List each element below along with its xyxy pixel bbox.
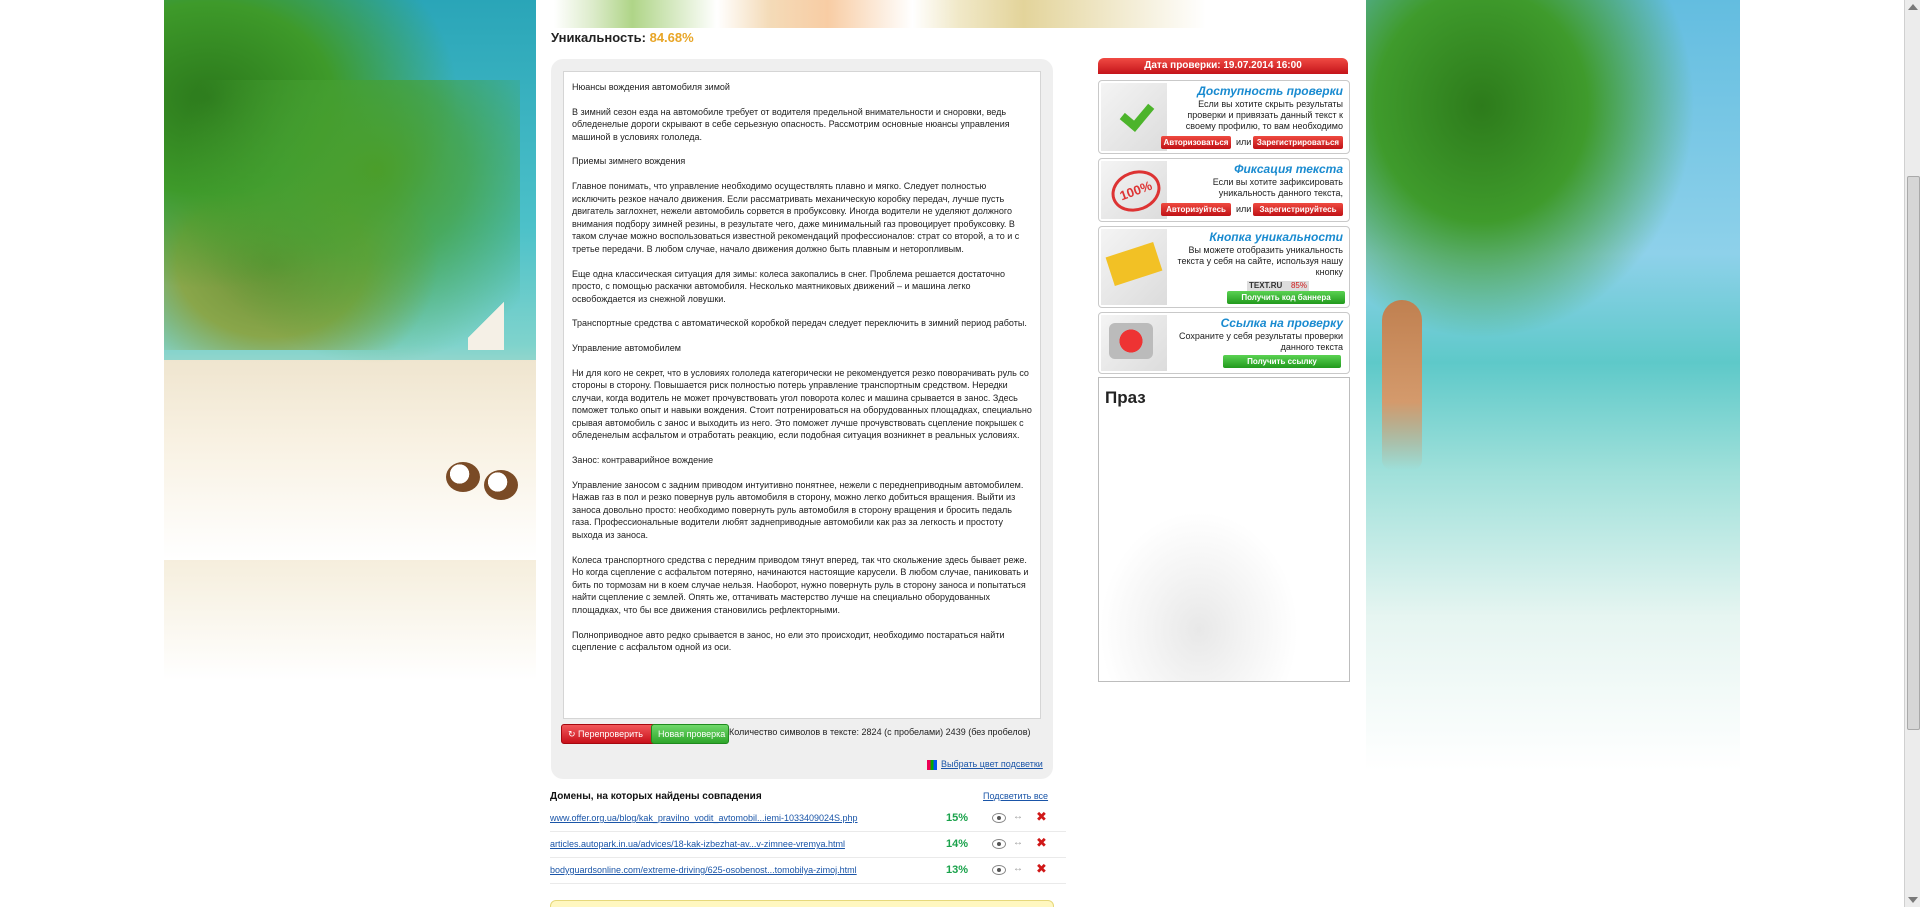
recheck-label: Перепроверить [578,729,643,739]
scrollbar[interactable] [1904,0,1920,907]
link-thumbnail [1101,315,1167,371]
text-paragraph: Транспортные средства с автоматической коробкой передач следует переключить в зимний период работы. [572,318,1027,329]
login-button-2[interactable]: Авторизуйтесь [1161,203,1231,216]
uniqueness-label: Уникальность: [551,30,646,45]
palette-icon [927,760,937,770]
recheck-button[interactable]: ↻ Перепроверить [561,724,659,744]
get-banner-code-button[interactable]: Получить код баннера [1227,291,1345,304]
button-block [1098,226,1350,308]
uniqueness-value: 84.68% [649,30,694,45]
banner-preview-name: TEXT.RU [1249,281,1283,290]
text-paragraph: В зимний сезон езда на автомобиле требует от водителя предельной внимательности и сноровки, ведь обледенелые дороги скрывают в себе серьезную опасность. Рассмотрим основные нюансы управления машиной в условиях гололеда. [572,106,1010,142]
highlight-all-link[interactable]: Подсветить все [983,791,1049,801]
floral-decoration [1099,511,1299,681]
sailboat-decoration [468,290,504,350]
domain-link[interactable]: bodyguardsonline.com/extreme-driving/625-osobenost...tomobilya-zimoj.html [550,865,857,875]
banner-preview [1247,281,1309,291]
text-paragraph: Колеса транспортного средства с передним приводом тянут вперед, так что скольжение здесь бывает реже. Но когда сцепление с асфальтом потеряно, начинаются настоящие карусели. В любом случае, паниковать и бить по тормозам ни в коем случае нельзя. Наоборот, нужно повернуть руль в сторону заноса и попытаться найти сцепление с землей. Опять же, оттачивать мастерство лучше на специально оборудованных площадках, что бы все движения становились рефлекторными. [572,554,1029,615]
fix-desc: Если вы хотите зафиксировать уникальность данного текста, [1212,177,1343,198]
char-count: Количество символов в тексте: 2824 (с пробелами) 2439 (без пробелов) [729,727,1031,737]
fix-block [1098,158,1350,222]
login-button[interactable]: Авторизоваться [1161,136,1231,149]
text-paragraph: Приемы зимнего вождения [572,156,686,167]
choose-color-label: Выбрать цвет подсветки [941,759,1043,769]
eye-icon[interactable] [992,839,1006,849]
scroll-down-icon[interactable] [1908,897,1918,903]
get-link-button[interactable]: Получить ссылку [1223,355,1341,368]
background-right-beach [1366,0,1740,907]
document-thumbnail [1101,161,1167,219]
text-paragraph: Еще одна классическая ситуация для зимы: колеса закопались в снег. Проблема решается достаточно просто, с помощью раскачки автомобиля. Несколько маятниковых движений – и машина легко освобождается из снежной ловушки. [572,268,1005,304]
link-block [1098,312,1350,374]
register-button[interactable]: Зарегистрироваться [1253,136,1343,149]
text-paragraph: Нюансы вождения автомобиля зимой [572,82,730,92]
match-percent: 14% [946,838,969,850]
bottom-panel [550,900,1054,907]
beach-person-decoration [1382,300,1422,470]
link-title: Ссылка на проверку [1220,316,1343,330]
ad-title: Праз [1105,388,1146,407]
choose-color-link[interactable] [927,759,1043,770]
domain-link[interactable]: articles.autopark.in.ua/advices/18-kak-izbezhat-av...v-zimnee-vremya.html [550,839,845,849]
match-percent: 13% [946,864,969,876]
checkmark-icon [1123,89,1157,121]
checked-text[interactable] [563,71,1041,719]
button-title: Кнопка уникальности [1209,230,1343,244]
link-icon[interactable]: ↔ [1013,837,1023,848]
or-text: или [1236,137,1252,147]
left-margin [0,0,164,907]
ad-box[interactable] [1098,377,1350,682]
or-text: или [1236,204,1252,214]
new-check-button[interactable]: Новая проверка [651,724,729,744]
domain-link[interactable]: www.offer.org.ua/blog/kak_pravilno_vodit_avtomobil...iemi-1033409024S.php [550,813,858,823]
scroll-thumb[interactable] [1907,176,1920,730]
eye-icon[interactable] [992,865,1006,875]
link-icon[interactable]: ↔ [1013,863,1023,874]
text-paragraph: Ни для кого не секрет, что в условиях гололеда категорически не рекомендуется резко поворачивать руль со стороны в сторону. Повышается риск полностью потерь управление транспортным средством. Нередки случаи, когда водитель не может прочувствовать угол поворота колес и машина срывается в занос. Здесь поможет только опыт и навыки вождения. Стоит потренироваться на оборудованных площадках, специально срывая автомобиль с занос и выходить из него. Это поможет лучше прочувствовать сцепление покрышек с обледенелым асфальтом и отработать реакцию, если подобная ситуация возникнет в реальных условиях. [572,367,1032,441]
link-desc: Сохраните у себя результаты проверки данного текста [1178,331,1343,352]
access-title: Доступность проверки [1197,84,1343,98]
link-icon [1109,323,1153,359]
scroll-up-icon[interactable] [1908,4,1918,10]
main-page [536,0,1366,907]
access-desc: Если вы хотите скрыть результаты проверки и привязать данный текст к своему профилю, то вам необходимо [1185,99,1343,131]
link-icon[interactable]: ↔ [1013,811,1023,822]
text-paragraph: Полноприводное авто редко срывается в занос, но ели это происходит, необходимо постараться найти сцепление с асфальтом одной из оси. [572,629,1005,653]
text-paragraph: Главное понимать, что управление необходимо осуществлять плавно и мягко. Следует полностью исключить резкое начало движения. Если рассматривать механическую коробку передач, лучше пусть двигатель заглохнет, нежели автомобиль сорвется в пробуксовку. Иногда водители не уделяют должного внимания подбору зимней резины, в результате чего, даже минимальный газ провоцирует пробуксовку. В таком случае можно воспользоваться известной рекомендаций профессионалов: страт со второй, а то и с третье передачи. В любом случае, начало движения должно быть плавным и неторопливым. [572,180,1020,254]
coconut-decoration [484,470,518,500]
text-paragraph: Управление заносом с задним приводом интуитивно понятнее, нежели с переднеприводным автомобилем. Нажав газ в пол и резко повернув руль автомобиля в сторону, можно легко добиться вращения. Выйти из заноса довольно просто: необходимо повернуть руль автомобиля в сторону вращения и бросить педаль газа. Профессиональные водители любят заднеприводные автомобили как раз за легкость и простоту выхода из заноса. [572,479,1024,541]
stamp-100-icon: 100% [1106,164,1167,219]
domain-row [550,831,1066,858]
document-thumbnail [1101,83,1167,151]
close-icon[interactable]: ✖ [1036,861,1047,876]
banner-card-icon [1106,242,1163,286]
checked-text-panel [551,59,1053,779]
coconut-decoration [446,462,480,492]
fix-title: Фиксация текста [1234,162,1343,176]
domain-row [550,857,1066,884]
close-icon[interactable]: ✖ [1036,809,1047,824]
register-button-2[interactable]: Зарегистрируйтесь [1253,203,1343,216]
right-margin [1740,0,1920,907]
header-banner [554,0,1206,28]
access-block [1098,80,1350,154]
button-desc: Вы можете отобразить уникальность текста у себя на сайте, используя нашу кнопку [1177,245,1343,277]
domains-title: Домены, на которых найдены совпадения [550,791,762,802]
text-paragraph: Занос: контраварийное вождение [572,455,714,466]
match-percent: 15% [946,812,969,824]
check-date: Дата проверки: 19.07.2014 16:00 [1098,58,1348,74]
banner-preview-value: 85% [1290,281,1307,290]
close-icon[interactable]: ✖ [1036,835,1047,850]
text-paragraph: Управление автомобилем [572,342,681,353]
uniqueness-line [551,30,694,45]
eye-icon[interactable] [992,813,1006,823]
domain-row [550,805,1066,832]
banner-thumbnail [1101,229,1167,305]
